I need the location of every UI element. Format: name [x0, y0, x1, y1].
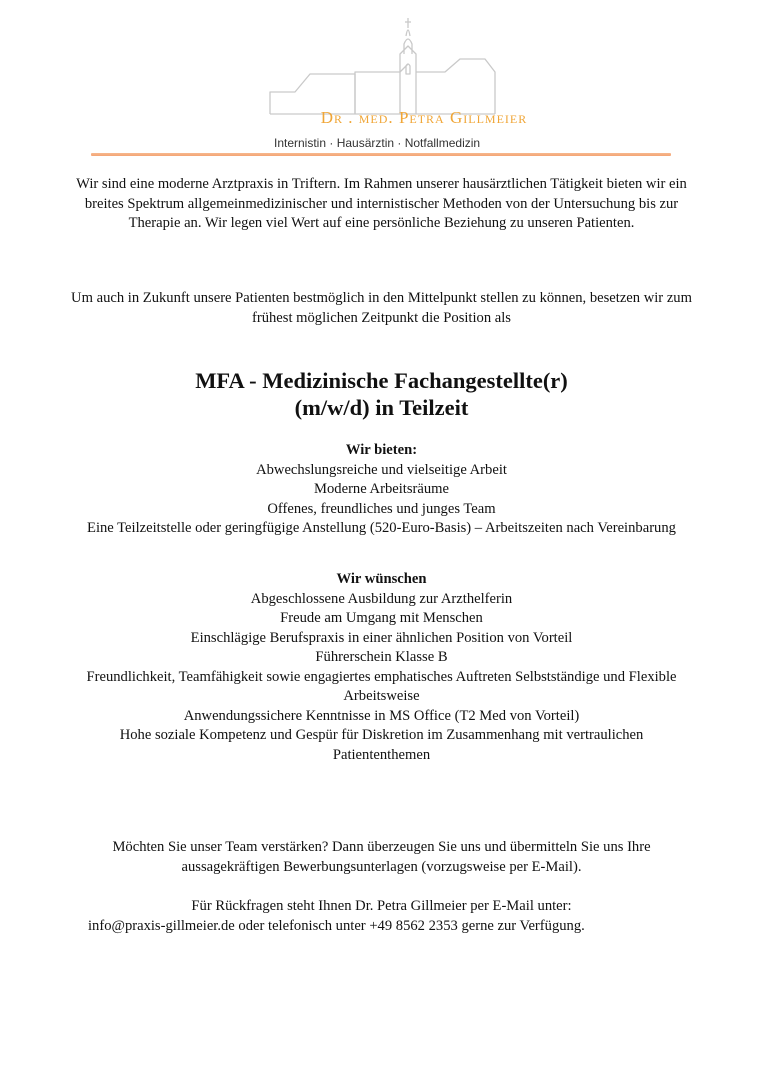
practice-name-prefix: Dr . med.: [320, 108, 394, 127]
offer-item: Offenes, freundliches und junges Team: [267, 500, 496, 517]
position-title-line-1: MFA - Medizinische Fachangestellte(r): [195, 368, 568, 393]
contact-paragraph: [70, 897, 693, 936]
contact-line-1: Für Rückfragen steht Ihnen Dr. Petra Gillmeier per E-Mail unter:: [191, 898, 572, 914]
offer-section: [70, 441, 693, 539]
requirement-item: Anwendungssichere Kenntnisse in MS Office (T2 Med von Vorteil): [183, 707, 580, 724]
requirements-heading: Wir wünschen: [336, 571, 427, 587]
header-divider: [91, 153, 671, 156]
lead-paragraph: [70, 289, 693, 328]
offer-item: Abwechslungsreiche und vielseitige Arbeit: [256, 461, 507, 478]
practice-specialties: Internistin · Hausärztin · Notfallmedizin: [274, 136, 481, 150]
requirement-item: Abgeschlossene Ausbildung zur Arzthelferin: [250, 590, 513, 607]
intro-paragraph: [70, 175, 693, 234]
practice-name-main: Petra Gillmeier: [398, 108, 528, 127]
requirements-list: [70, 590, 693, 766]
requirement-item: Freundlichkeit, Teamfähigkeit sowie engagiertes emphatisches Auftreten Selbstständige und Flexible Arbeitsweise: [86, 668, 677, 704]
offer-item: Moderne Arbeitsräume: [314, 481, 449, 497]
requirements-section: [70, 570, 693, 765]
offer-list: [70, 461, 693, 539]
requirement-item: Einschlägige Berufspraxis in einer ähnlichen Position von Vorteil: [190, 629, 573, 646]
contact-email-link[interactable]: info@praxis-gillmeier.de: [88, 917, 235, 934]
position-title: [60, 367, 703, 421]
application-text: Möchten Sie unser Team verstärken? Dann überzeugen Sie uns und übermitteln Sie uns Ihre aussagekräftigen Bewerbungsunterlagen (vorzugsweise per E-Mail).: [112, 839, 651, 875]
position-title-line-2: (m/w/d) in Teilzeit: [294, 395, 469, 420]
practice-logo: [0, 0, 763, 170]
requirement-item: Hohe soziale Kompetenz und Gespür für Diskretion im Zusammenhang mit vertraulichen Patiententhemen: [119, 727, 644, 763]
practice-name: [0, 108, 763, 128]
lead-text: Um auch in Zukunft unsere Patienten bestmöglich in den Mittelpunkt stellen zu können, besetzen wir zum frühest möglichen Zeitpunkt die Position als: [71, 290, 692, 326]
offer-heading: Wir bieten:: [345, 442, 418, 458]
requirement-item: Freude am Umgang mit Menschen: [280, 610, 483, 626]
contact-phone-text: oder telefonisch unter +49 8562 2353 gerne zur Verfügung.: [234, 917, 585, 934]
offer-item: Eine Teilzeitstelle oder geringfügige Anstellung (520-Euro-Basis) – Arbeitszeiten nach Vereinbarung: [87, 520, 676, 536]
intro-text: Wir sind eine moderne Arztpraxis in Triftern. Im Rahmen unserer hausärztlichen Tätigkeit bieten wir ein breites Spektrum allgemeinmedizinischer und internistischer Methoden von der Untersuchung bis zur Therapie an. Wir legen viel Wert auf eine persönliche Beziehung zu unseren Patienten.: [76, 176, 687, 231]
application-paragraph: [70, 838, 693, 877]
contact-line-2: [88, 917, 693, 937]
requirement-item: Führerschein Klasse B: [315, 649, 448, 665]
